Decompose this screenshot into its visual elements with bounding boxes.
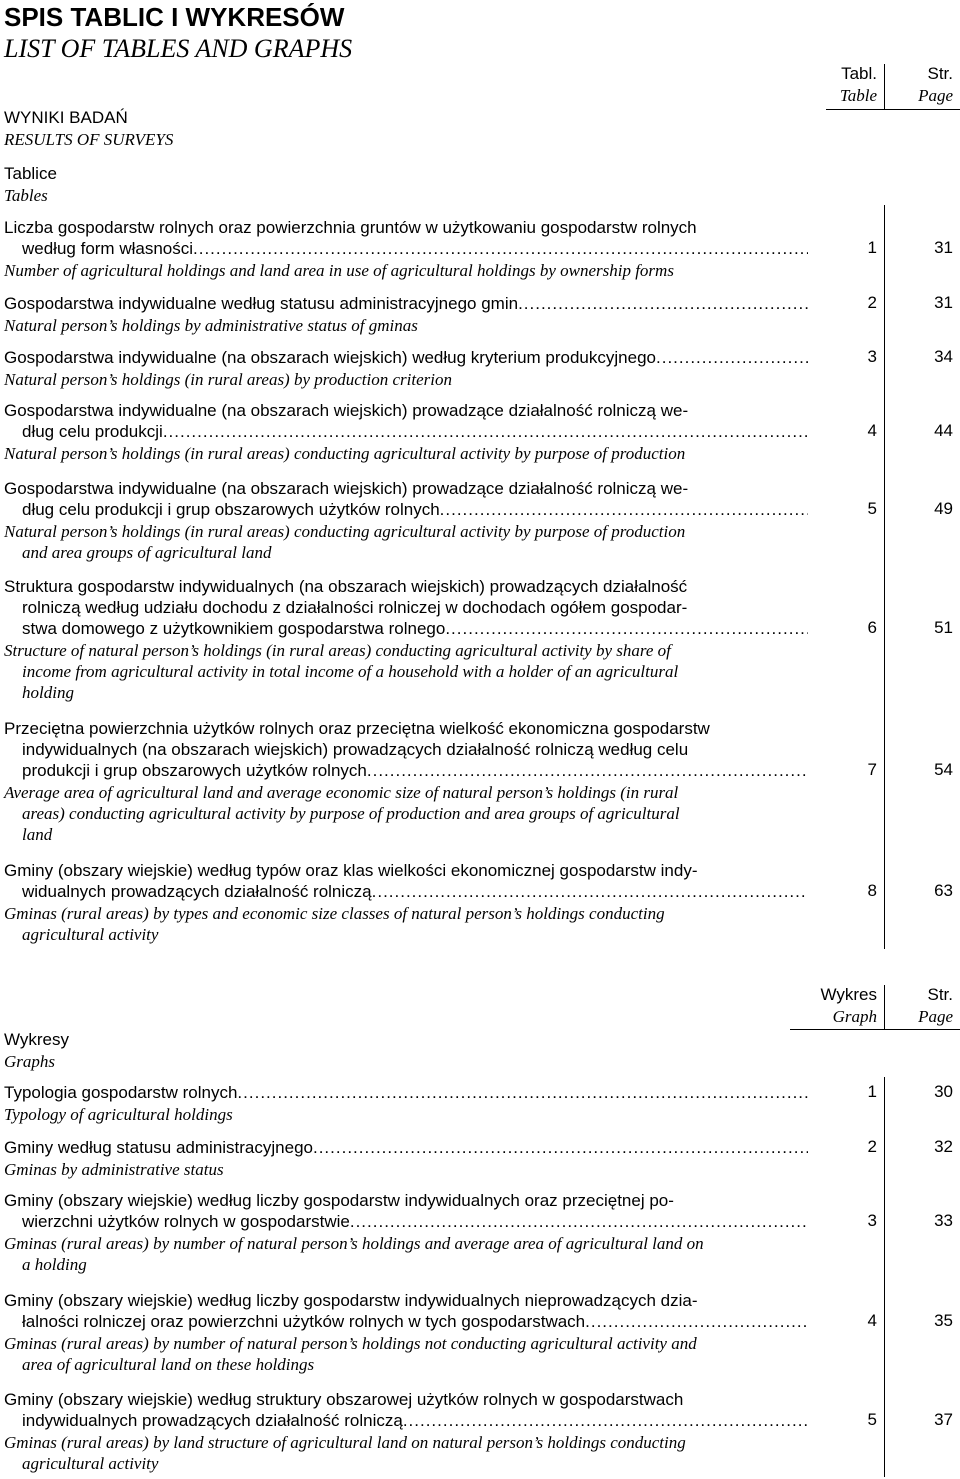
table-number: 6 [867,618,877,637]
tables-header-underline [826,109,960,110]
results-heading: WYNIKI BADAŃ [4,108,128,127]
graph-entry-title-pl [4,1082,808,1103]
table-entry-title-en [4,521,808,563]
table-number-column-header-english: Table [839,86,877,105]
graphs-column-divider [884,1077,885,1477]
table-entry-title-en [4,315,808,336]
graph-entry-title-line: Gminy (obszary wiejskie) według liczby gospodarstw indywidualnych nieprowadzących dzia- [4,1291,698,1310]
table-entry-title-last-line: według form własności [22,239,194,258]
table-entry-title-last-line: Gospodarstwa indywidualne (na obszarach wiejskich) według kryterium produkcyjnego [4,348,656,367]
graph-entry-title-pl [4,1389,808,1431]
table-page-number[interactable]: 54 [934,760,953,779]
dot-leader [445,618,808,639]
graph-entry-title-last-line: wierzchni użytków rolnych w gospodarstwie [22,1212,350,1231]
table-page-column-header: Str. [927,64,953,83]
graph-entry-title-last-line: Typologia gospodarstw rolnych [4,1083,238,1102]
dot-leader [403,1410,808,1431]
table-entry-title-line: rolniczą według udziału dochodu z działalności rolniczej w dochodach ogółem gospodar- [22,598,688,617]
graph-entry-title-last-line: Gminy według statusu administracyjnego [4,1138,313,1157]
table-entry-title-last-line: widualnych prowadzących działalność rolniczą [22,882,372,901]
graph-page-column-header: Str. [927,985,953,1004]
table-entry-title-line: Gospodarstwa indywidualne (na obszarach wiejskich) prowadzące działalność rolniczą we- [4,479,689,498]
graph-entry-5[interactable] [4,1389,808,1474]
table-entry-title-en [4,782,808,845]
tables-column-divider [884,205,885,949]
dot-leader [372,881,808,902]
table-entry-7[interactable] [4,718,808,845]
table-entry-title-en-line: Natural person’s holdings (in rural areas) conducting agricultural activity by purpose of production [4,444,686,463]
table-entry-title-pl [4,400,808,442]
graph-entry-title-en [4,1233,808,1275]
table-number: 7 [867,760,877,779]
table-number: 8 [867,881,877,900]
table-entry-title-en-line: areas) conducting agricultural activity by purpose of production and area groups of agricultural [22,804,680,823]
table-entry-title-line: Gminy (obszary wiejskie) według typów oraz klas wielkości ekonomicznej gospodarstw indy- [4,861,698,880]
table-entry-title-en [4,260,808,281]
page-title: SPIS TABLIC I WYKRESÓW [4,2,345,32]
graph-entry-title-pl [4,1190,808,1232]
dot-leader [367,760,808,781]
table-entry-title-line: Przeciętna powierzchnia użytków rolnych oraz przeciętna wielkość ekonomiczna gospodarstw [4,719,710,738]
graph-entry-title-line: Gminy (obszary wiejskie) według struktury obszarowej użytków rolnych w gospodarstwach [4,1390,684,1409]
table-entry-title-en [4,903,808,945]
graphs-header-underline [790,1029,960,1030]
graph-entry-title-last-line: łalności rolniczej oraz powierzchni użytków rolnych w tych gospodarstwach [22,1312,586,1331]
graph-page-number[interactable]: 35 [934,1311,953,1330]
table-page-number[interactable]: 31 [934,293,953,312]
table-number: 3 [867,347,877,366]
table-entry-title-pl [4,217,808,259]
table-page-number[interactable]: 44 [934,421,953,440]
table-entry-title-pl [4,478,808,520]
table-entry-title-en-line: Structure of natural person’s holdings (in rural areas) conducting agricultural activity by share of [4,641,671,660]
graph-entry-title-en-line: a holding [22,1255,87,1274]
results-heading-english: RESULTS OF SURVEYS [4,130,174,149]
dot-leader [518,293,808,314]
graph-entry-title-en-line: Gminas (rural areas) by number of natural person’s holdings and average area of agricultural land on [4,1234,704,1253]
graph-entry-title-en [4,1432,808,1474]
table-entry-title-en-line: land [22,825,53,844]
table-number: 2 [867,293,877,312]
graph-entry-title-en [4,1333,808,1375]
graph-entry-title-en-line: agricultural activity [22,1454,159,1473]
table-entry-5[interactable] [4,478,808,563]
graph-entry-title-en-line: Gminas (rural areas) by land structure of agricultural land on natural person’s holdings conducting [4,1433,686,1452]
graph-number: 5 [867,1410,877,1429]
table-entry-title-line: Struktura gospodarstw indywidualnych (na obszarach wiejskich) prowadzących działalność [4,577,688,596]
table-page-column-header-english: Page [918,86,953,105]
tables-label: Tablice [4,164,57,183]
graphs-header-separator [884,985,885,1030]
dot-leader [440,499,808,520]
graph-number: 2 [867,1137,877,1156]
table-entry-title-en-line: Natural person’s holdings by administrative status of gminas [4,316,418,335]
dot-leader [163,421,808,442]
graph-entry-title-en-line: area of agricultural land on these holdings [22,1355,315,1374]
table-page-number[interactable]: 49 [934,499,953,518]
graph-number: 1 [867,1082,877,1101]
graphs-label: Wykresy [4,1030,70,1049]
table-entry-title-en-line: and area groups of agricultural land [22,543,272,562]
graph-entry-title-pl [4,1290,808,1332]
graph-entry-title-en-line: Gminas (rural areas) by number of natural person’s holdings not conducting agricultural activity and [4,1334,697,1353]
graph-entry-1[interactable] [4,1082,808,1125]
graph-entry-title-en-line: Gminas by administrative status [4,1160,224,1179]
table-entry-title-en-line: Gminas (rural areas) by types and economic size classes of natural person’s holdings conducting [4,904,665,923]
table-page-number[interactable]: 63 [934,881,953,900]
tables-label-english: Tables [4,186,48,205]
table-entry-title-last-line: Gospodarstwa indywidualne według statusu administracyjnego gmin [4,294,519,313]
table-entry-title-en [4,640,808,703]
table-entry-3[interactable] [4,347,808,390]
table-number: 1 [867,238,877,257]
graph-entry-3[interactable] [4,1190,808,1275]
graph-number: 3 [867,1211,877,1230]
table-entry-2[interactable] [4,293,808,336]
graph-entry-4[interactable] [4,1290,808,1375]
table-entry-title-en [4,443,808,464]
table-page-number[interactable]: 34 [934,347,953,366]
table-entry-title-last-line: dług celu produkcji [22,422,163,441]
graph-entry-title-last-line: indywidualnych prowadzących działalność rolniczą [22,1411,403,1430]
table-number: 5 [867,499,877,518]
graph-number: 4 [867,1311,877,1330]
graphs-label-english: Graphs [4,1052,56,1071]
graph-entry-title-en [4,1159,808,1180]
table-entry-title-last-line: stwa domowego z użytkownikiem gospodarstwa rolnego [22,619,446,638]
table-entry-title-last-line: dług celu produkcji i grup obszarowych użytków rolnych [22,500,440,519]
table-entry-title-last-line: produkcji i grup obszarowych użytków rolnych [22,761,367,780]
table-entry-title-pl [4,347,808,368]
graph-entry-2[interactable] [4,1137,808,1180]
graph-entry-title-en [4,1104,808,1125]
table-entry-8[interactable] [4,860,808,945]
table-entry-6[interactable] [4,576,808,703]
table-entry-title-pl [4,293,808,314]
graph-entry-title-en-line: Typology of agricultural holdings [4,1105,233,1124]
dot-leader [585,1311,808,1332]
graph-page-number[interactable]: 37 [934,1410,953,1429]
graph-entry-title-pl [4,1137,808,1158]
dot-leader [313,1137,808,1158]
dot-leader [193,238,808,259]
table-entry-title-en-line: Average area of agricultural land and average economic size of natural person’s holdings (in rural [4,783,679,802]
table-entry-title-line: Liczba gospodarstw rolnych oraz powierzchnia gruntów w użytkowaniu gospodarstw rolnych [4,218,697,237]
graph-page-number[interactable]: 32 [934,1137,953,1156]
dot-leader [237,1082,808,1103]
dot-leader [656,347,808,368]
table-entry-title-line: Gospodarstwa indywidualne (na obszarach wiejskich) prowadzące działalność rolniczą we- [4,401,689,420]
table-entry-title-en-line: Natural person’s holdings (in rural areas) conducting agricultural activity by purpose of production [4,522,686,541]
table-page-number[interactable]: 51 [934,618,953,637]
table-entry-title-pl [4,860,808,902]
table-entry-title-en-line: income from agricultural activity in total income of a household with a holder of an agricultural [22,662,679,681]
table-number-column-header: Tabl. [841,64,877,83]
table-entry-title-pl [4,718,808,781]
table-entry-1[interactable] [4,217,808,281]
table-entry-title-en-line: Number of agricultural holdings and land area in use of agricultural holdings by ownership forms [4,261,674,280]
table-entry-title-en-line: Natural person’s holdings (in rural areas) by production criterion [4,370,452,389]
dot-leader [350,1211,808,1232]
graph-entry-title-line: Gminy (obszary wiejskie) według liczby gospodarstw indywidualnych oraz przeciętnej po- [4,1191,674,1210]
table-entry-title-line: indywidualnych (na obszarach wiejskich) prowadzących działalność rolniczą według celu [22,740,689,759]
table-entry-title-en-line: holding [22,683,74,702]
page-title-english: LIST OF TABLES AND GRAPHS [4,34,353,63]
table-entry-title-en-line: agricultural activity [22,925,159,944]
tables-header-separator [884,64,885,110]
table-entry-title-pl [4,576,808,639]
graph-page-number[interactable]: 33 [934,1211,953,1230]
graph-number-column-header-english: Graph [832,1007,877,1026]
table-entry-title-en [4,369,808,390]
table-page-number[interactable]: 31 [934,238,953,257]
graph-number-column-header: Wykres [820,985,877,1004]
table-number: 4 [867,421,877,440]
graph-page-column-header-english: Page [918,1007,953,1026]
graph-page-number[interactable]: 30 [934,1082,953,1101]
table-entry-4[interactable] [4,400,808,464]
